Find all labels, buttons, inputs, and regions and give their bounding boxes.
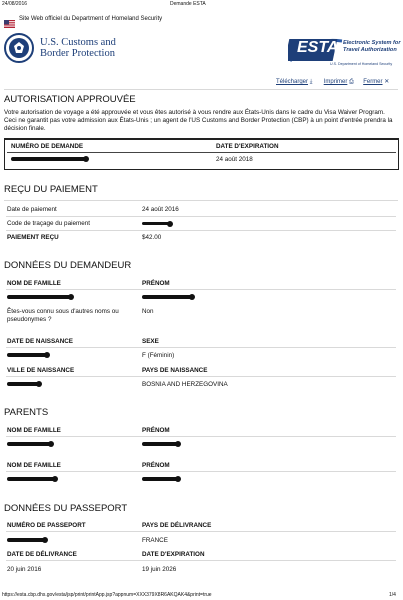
first-name-label: PRÉNOM bbox=[142, 280, 170, 287]
divider bbox=[6, 230, 396, 231]
expiration-value: 24 août 2018 bbox=[216, 156, 253, 163]
redacted-parent1-first bbox=[142, 442, 178, 446]
expiration-label: DATE D'EXPIRATION bbox=[216, 143, 279, 150]
close-link[interactable]: Fermer bbox=[363, 79, 383, 85]
cbp-line-2: Border Protection bbox=[40, 48, 115, 59]
city-of-birth-label: VILLE DE NAISSANCE bbox=[7, 367, 75, 374]
esta-line-1: Electronic System for bbox=[343, 40, 401, 46]
redacted-first-name bbox=[142, 295, 192, 299]
action-bar bbox=[276, 78, 389, 86]
print-date: 24/08/2016 bbox=[2, 1, 28, 7]
esta-word: ESTA bbox=[297, 39, 339, 56]
cbp-wordmark bbox=[40, 37, 116, 59]
issue-date-value: 20 juin 2016 bbox=[7, 566, 42, 573]
esta-sub: U.S. Department of Homeland Security bbox=[330, 62, 393, 66]
close-icon[interactable]: ✕ bbox=[384, 79, 390, 85]
download-icon[interactable]: ⤓ bbox=[309, 79, 313, 85]
redacted-parent2-family bbox=[7, 477, 55, 481]
divider bbox=[6, 289, 396, 290]
approval-box bbox=[4, 138, 399, 170]
approval-title: AUTORISATION APPROUVÉE bbox=[4, 94, 136, 105]
passport-title: DONNÉES DU PASSEPORT bbox=[4, 503, 128, 514]
divider bbox=[6, 376, 396, 377]
parent1-first-label: PRÉNOM bbox=[142, 427, 170, 434]
issue-date-label: DATE DE DÉLIVRANCE bbox=[7, 551, 77, 558]
cbp-line-1: U.S. Customs and bbox=[40, 37, 116, 48]
gov-banner-text: Site Web officiel du Department of Homeland Security bbox=[19, 16, 163, 22]
sex-label: SEXE bbox=[142, 338, 159, 345]
divider bbox=[6, 560, 396, 561]
divider bbox=[4, 89, 398, 90]
country-of-birth-value: BOSNIA AND HERZEGOVINA bbox=[142, 381, 228, 388]
dob-label: DATE DE NAISSANCE bbox=[7, 338, 74, 345]
payment-title: REÇU DU PAIEMENT bbox=[4, 184, 98, 195]
redacted-parent1-family bbox=[7, 442, 51, 446]
sex-value: F (Féminin) bbox=[142, 352, 175, 359]
page-number: 1/4 bbox=[389, 592, 396, 598]
issuing-country-value: FRANCE bbox=[142, 537, 168, 544]
divider bbox=[4, 200, 398, 201]
parent1-family-label: NOM DE FAMILLE bbox=[7, 427, 61, 434]
divider bbox=[6, 347, 396, 348]
application-number-label: NUMÉRO DE DEMANDE bbox=[11, 143, 84, 150]
redacted-family-name bbox=[7, 295, 71, 299]
parent2-family-label: NOM DE FAMILLE bbox=[7, 462, 61, 469]
passport-expiry-value: 19 juin 2026 bbox=[142, 566, 177, 573]
redacted-city-of-birth bbox=[7, 382, 39, 386]
parents-title: PARENTS bbox=[4, 407, 49, 418]
tracking-label: Code de traçage du paiement bbox=[7, 220, 90, 227]
passport-number-label: NUMÉRO DE PASSEPORT bbox=[7, 522, 86, 529]
redacted-tracking-code bbox=[142, 222, 170, 225]
passport-expiry-label: DATE D'EXPIRATION bbox=[142, 551, 205, 558]
parent2-first-label: PRÉNOM bbox=[142, 462, 170, 469]
esta-logo-icon bbox=[288, 31, 401, 71]
us-flag-icon bbox=[4, 15, 15, 23]
redacted-dob bbox=[7, 353, 47, 357]
other-names-label: Êtes-vous connu sous d'autres noms ou pseudonymes ? bbox=[7, 308, 119, 323]
payment-date-label: Date de paiement bbox=[7, 206, 57, 213]
country-of-birth-label: PAYS DE NAISSANCE bbox=[142, 367, 208, 374]
esta-tagline bbox=[343, 40, 401, 54]
download-link[interactable]: Télécharger bbox=[276, 79, 309, 85]
divider bbox=[6, 531, 396, 532]
redacted-parent2-first bbox=[142, 477, 178, 481]
other-names-value: Non bbox=[142, 308, 154, 315]
divider bbox=[6, 216, 396, 217]
redacted-application-number bbox=[11, 157, 86, 161]
applicant-title: DONNÉES DU DEMANDEUR bbox=[4, 260, 132, 271]
approval-text: Votre autorisation de voyage a été approuvée et vous êtes autorisé à vous rendre aux États-Unis dans le cadre du Visa Waiver Program. Ceci ne garantit pas votre admission aux États-Unis ; un agent de l'US Customs and Border Protection (CBP) à un point d'entrée prendra la décision finale. bbox=[4, 109, 393, 132]
family-name-label: NOM DE FAMILLE bbox=[7, 280, 61, 287]
print-link[interactable]: Imprimer bbox=[323, 79, 348, 85]
paid-value: $42.00 bbox=[142, 234, 162, 241]
esta-line-2: Travel Authorization bbox=[343, 47, 397, 53]
paid-label: PAIEMENT REÇU bbox=[7, 234, 59, 241]
redacted-passport-number bbox=[7, 538, 45, 542]
printer-icon[interactable]: ⎙ bbox=[349, 79, 354, 85]
divider bbox=[6, 471, 396, 472]
dhs-seal-icon bbox=[4, 33, 34, 63]
divider bbox=[6, 436, 396, 437]
issuing-country-label: PAYS DE DÉLIVRANCE bbox=[142, 522, 212, 529]
payment-date-value: 24 août 2016 bbox=[142, 206, 179, 213]
print-title: Demande ESTA bbox=[170, 1, 206, 7]
print-url: https://esta.cbp.dhs.gov/esta/jsp/print/printApp.jsp?appnum=XXX379X8R6AKQAK4&print=true bbox=[2, 592, 212, 598]
